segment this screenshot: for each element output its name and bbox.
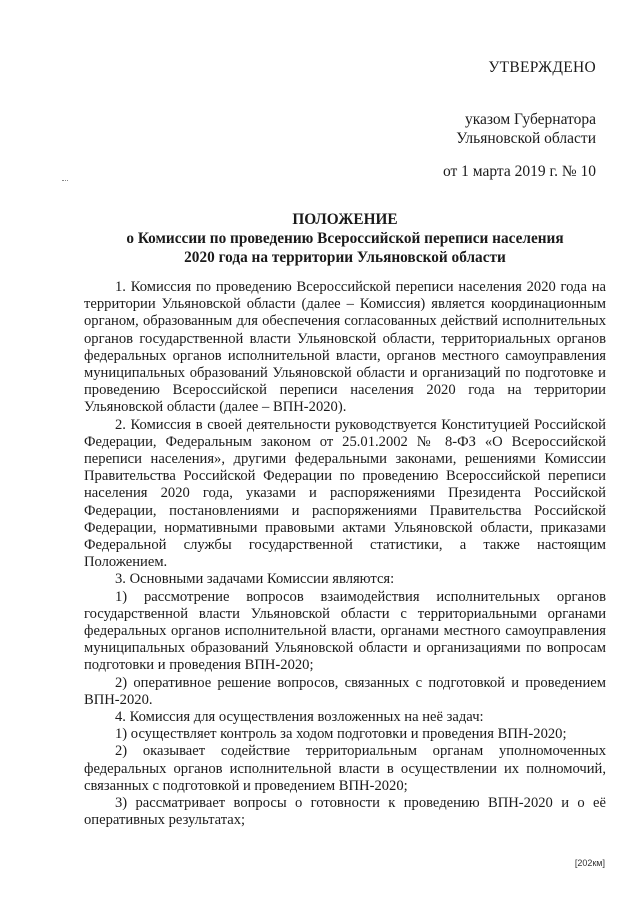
approval-block <box>396 58 596 181</box>
paragraph-4-item-3: 3) рассматривает вопросы о готовности к проведению ВПН-2020 и о её оперативных результатах; <box>84 795 606 829</box>
document-title <box>84 210 606 267</box>
paragraph-2: 2. Комиссия в своей деятельности руководствуется Конституцией Российской Федерации, Федеральным законом от 25.01.2002 № 8-ФЗ «О Всероссийской переписи населения», другими федеральными законами, решениями Комиссии Правительства Российской Федерации по проведению Всероссийской переписи населения 2020 года, указами и распоряжениями Президента Российской Федерации, постановлениями и распоряжениями Правительства Российской Федерации, нормативными правовыми актами Ульяновской области, приказами Федеральной службы государственной статистики, а также настоящим Положением. <box>84 416 606 571</box>
title-line1: ПОЛОЖЕНИЕ <box>292 211 398 228</box>
paragraph-4-item-1: 1) осуществляет контроль за ходом подготовки и проведения ВПН-2020; <box>115 726 567 743</box>
approved-by-line2: Ульяновской области <box>456 130 596 147</box>
title-line3: 2020 года на территории Ульяновской области <box>184 249 506 266</box>
page-stamp: [202км] <box>574 858 605 868</box>
paragraph-4: 4. Комиссия для осуществления возложенных на неё задач: <box>115 709 484 726</box>
scan-artifact <box>62 180 68 183</box>
approval-date: от 1 марта 2019 г. № 10 <box>442 163 596 180</box>
title-line2: о Комиссии по проведению Всероссийской переписи населения <box>126 230 564 247</box>
paragraph-4-item-2: 2) оказывает содействие территориальным органам уполномоченных федеральных органов исполнительной власти в осуществлении их полномочий, связанных с подготовкой и проведением ВПН-2020; <box>84 743 606 794</box>
document-body <box>84 279 606 830</box>
paragraph-1: 1. Комиссия по проведению Всероссийской переписи населения 2020 года на территории Ульяновской области (далее – Комиссия) является координационным органом, образованным для обеспечения согласованных действий исполнительных органов государственной власти Ульяновской области, территориальных органов федеральных органов исполнительной власти, органов местного самоуправления муниципальных образований Ульяновской области и организаций по подготовке и проведению Всероссийской переписи населения 2020 года на территории Ульяновской области (далее – ВПН-2020). <box>84 279 606 416</box>
paragraph-3-item-2: 2) оперативное решение вопросов, связанных с подготовкой и проведением ВПН-2020. <box>84 674 606 708</box>
paragraph-3-item-1: 1) рассмотрение вопросов взаимодействия исполнительных органов государственной власти Ульяновской области с территориальными органами федеральных органов исполнительной власти, органами местного самоуправления муниципальных образований Ульяновской области и организациями по вопросам подготовки и проведения ВПН-2020; <box>84 588 606 674</box>
paragraph-3: 3. Основными задачами Комиссии являются: <box>115 571 395 588</box>
approved-label: УТВЕРЖДЕНО <box>488 59 596 76</box>
approved-by-line1: указом Губернатора <box>464 111 596 128</box>
